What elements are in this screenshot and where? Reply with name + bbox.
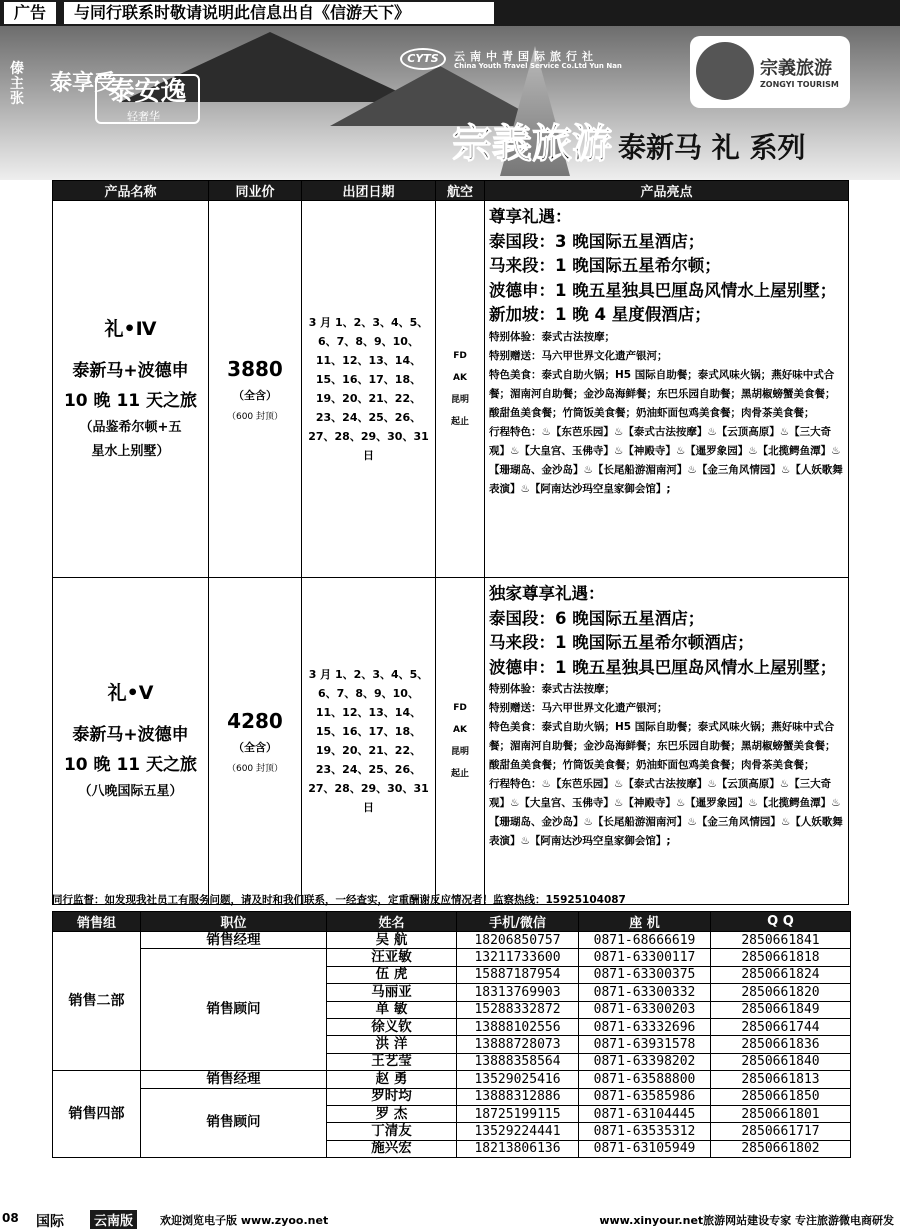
airline-line: FD <box>453 351 467 361</box>
agency-logo: CYTS <box>400 48 446 70</box>
product-note: （品鉴希尔顿+五 <box>79 420 182 435</box>
highlight-small: 行程特色：♨【东芭乐园】♨【泰式古法按摩】♨【云顶高原】♨【三大奇观】♨【大皇宫、玉佛寺】♨【神殿寺】♨【暹罗象园】♨【北揽鳄鱼潭】♨【珊瑚岛、金沙岛】♨【长尾船游湄南河】♨【金三角风情园】♨【人妖歌舞表演】♨【阿南达沙玛空皇家御会馆】; <box>489 778 843 847</box>
position-consultant: 销售顾问 <box>141 1088 327 1158</box>
highlight-big: 波德申：1 晚五星独具巴厘岛风情水上屋别墅； <box>489 280 837 300</box>
product-route: 泰新马+波德申 <box>72 725 189 745</box>
agency-name-cn: 云南中青国际旅行社 <box>454 50 598 63</box>
staff-mobile: 13529224441 <box>457 1123 579 1140</box>
product-table-header <box>53 181 849 201</box>
staff-mobile: 15887187954 <box>457 966 579 983</box>
product-route: 泰新马+波德申 <box>72 361 189 381</box>
product-note-2: 星水上别墅） <box>91 444 170 459</box>
staff-name: 伍 虎 <box>327 966 457 983</box>
staff-mobile: 13888358564 <box>457 1053 579 1070</box>
price-cap: （600 封顶） <box>226 411 284 422</box>
airline-cell <box>436 201 485 578</box>
zongyi-logo-en: ZONGYI TOURISM <box>760 80 839 89</box>
staff-qq: 2850661717 <box>711 1123 851 1140</box>
staff-name: 丁清友 <box>327 1123 457 1140</box>
page-footer <box>0 1208 900 1230</box>
header-phone: 座 机 <box>579 912 711 932</box>
staff-mobile: 18313769903 <box>457 984 579 1001</box>
highlight-small: 特别赠送：马六甲世界文化遗产银河； <box>489 349 668 362</box>
staff-phone: 0871-63588800 <box>579 1071 711 1088</box>
section-label: 国际 <box>36 1214 64 1230</box>
staff-name: 吴 航 <box>327 932 457 949</box>
headline <box>452 112 806 169</box>
staff-qq: 2850661813 <box>711 1071 851 1088</box>
staff-mobile: 13888102556 <box>457 1018 579 1035</box>
tai-anyi-logo-sub: 轻奢华 <box>127 110 160 123</box>
table-row <box>53 578 849 905</box>
edition-badge: 云南版 <box>90 1210 137 1229</box>
price-cell <box>209 201 302 578</box>
header-name: 姓名 <box>327 912 457 932</box>
highlight-big: 泰国段：6 晚国际五星酒店； <box>489 608 705 628</box>
airline-line: 昆明 <box>450 747 469 757</box>
staff-mobile: 13888728073 <box>457 1036 579 1053</box>
product-days: 10 晚 11 天之旅 <box>63 755 198 775</box>
staff-qq: 2850661836 <box>711 1036 851 1053</box>
staff-name: 王艺莹 <box>327 1053 457 1070</box>
staff-phone: 0871-63300375 <box>579 966 711 983</box>
product-name-cell <box>53 578 209 905</box>
staff-phone: 0871-63535312 <box>579 1123 711 1140</box>
highlight-big: 独家尊享礼遇： <box>489 584 605 603</box>
headline-main: 宗義旅游 <box>452 121 612 167</box>
staff-qq: 2850661840 <box>711 1053 851 1070</box>
staff-phone: 0871-63585986 <box>579 1088 711 1105</box>
position-manager: 销售经理 <box>141 1071 327 1088</box>
product-name-cell <box>53 201 209 578</box>
table-row <box>53 201 849 578</box>
staff-mobile: 13888312886 <box>457 1088 579 1105</box>
sales-group: 销售二部 <box>53 932 141 1071</box>
staff-name: 单 敏 <box>327 1001 457 1018</box>
position-manager: 销售经理 <box>141 932 327 949</box>
product-table <box>52 180 849 905</box>
dates-cell: 3 月 1、2、3、4、5、6、7、8、9、10、11、12、13、14、15、16、17、18、19、20、21、22、23、24、25、26、27、28、29、30、31 日 <box>302 201 436 578</box>
slogan-big: 泰享受 <box>50 70 117 96</box>
header-sales-group: 销售组 <box>53 912 141 932</box>
website-promo[interactable]: www.xinyour.net旅游网站建设专家 专注旅游微电商研发 <box>599 1214 894 1227</box>
highlight-big: 泰国段：3 晚国际五星酒店； <box>489 231 705 251</box>
highlight-big: 波德申：1 晚五星独具巴厘岛风情水上屋别墅； <box>489 657 837 677</box>
staff-phone: 0871-63332696 <box>579 1018 711 1035</box>
tai-anyi-logo: 泰安逸 <box>95 74 200 124</box>
airline-cell <box>436 578 485 905</box>
staff-name: 汪亚敏 <box>327 949 457 966</box>
staff-name: 赵 勇 <box>327 1071 457 1088</box>
highlight-big: 马来段：1 晚国际五星希尔顿； <box>489 256 721 275</box>
staff-qq: 2850661744 <box>711 1018 851 1035</box>
staff-qq: 2850661802 <box>711 1140 851 1157</box>
staff-mobile: 15288332872 <box>457 1001 579 1018</box>
headline-sub: 泰新马 礼 系列 <box>618 131 806 164</box>
header-airline: 航空 <box>436 181 485 201</box>
highlight-small: 特色美食：泰式自助火锅；H5 国际自助餐；泰式风味火锅；燕好味中式合餐；湄南河自助餐；金沙岛海鲜餐；东巴乐园自助餐；黑胡椒螃蟹美食餐；酸甜鱼美食餐；竹筒饭美食餐；奶油虾面包鸡美食餐；肉骨茶美食餐； <box>489 721 836 771</box>
header-dates: 出团日期 <box>302 181 436 201</box>
dates-cell: 3 月 1、2、3、4、5、6、7、8、9、10、11、12、13、14、15、16、17、18、19、20、21、22、23、24、25、26、27、28、29、30、31 日 <box>302 578 436 905</box>
staff-phone: 0871-63931578 <box>579 1036 711 1053</box>
price-note: （全含） <box>233 740 277 754</box>
airline-line: 起止 <box>450 417 469 427</box>
staff-phone: 0871-63300332 <box>579 984 711 1001</box>
highlight-small: 特别体验：泰式古法按摩； <box>489 330 615 343</box>
airline-line: FD <box>453 703 467 713</box>
header-mobile: 手机/微信 <box>457 912 579 932</box>
staff-table <box>52 911 851 1158</box>
slogan-vertical: 傣主张 <box>10 61 24 107</box>
highlight-big: 马来段：1 晚国际五星希尔顿酒店； <box>489 633 754 652</box>
table-row <box>53 949 851 966</box>
price-note: （全含） <box>233 388 277 402</box>
staff-phone: 0871-63300203 <box>579 1001 711 1018</box>
header-price: 同业价 <box>209 181 302 201</box>
staff-phone: 0871-63105949 <box>579 1140 711 1157</box>
staff-name: 徐义钦 <box>327 1018 457 1035</box>
staff-phone: 0871-63104445 <box>579 1105 711 1122</box>
sales-group: 销售四部 <box>53 1071 141 1158</box>
header-qq: Q Q <box>711 912 851 932</box>
page-number: 08 <box>2 1211 19 1225</box>
airline-line: AK <box>453 373 467 383</box>
browse-link[interactable]: 欢迎浏览电子版 www.zyoo.net <box>160 1214 329 1227</box>
footprint-globe-icon <box>696 42 754 100</box>
ad-label: 广告 <box>4 2 56 24</box>
highlight-big: 新加坡：1 晚 4 星度假酒店； <box>489 305 711 324</box>
product-title: 礼•Ⅴ <box>107 682 154 704</box>
table-row <box>53 1071 851 1088</box>
product-note: （八晚国际五星） <box>78 784 183 799</box>
staff-qq: 2850661824 <box>711 966 851 983</box>
staff-qq: 2850661820 <box>711 984 851 1001</box>
highlight-small: 特别体验：泰式古法按摩； <box>489 683 615 695</box>
airline-line: AK <box>453 725 467 735</box>
staff-phone: 0871-68666619 <box>579 932 711 949</box>
highlight-small: 特色美食：泰式自助火锅；H5 国际自助餐；泰式风味火锅；燕好味中式合餐；湄南河自助餐；金沙岛海鲜餐；东巴乐园自助餐；黑胡椒螃蟹美食餐；酸甜鱼美食餐；竹筒饭美食餐；奶油虾面包鸡美食餐；肉骨茶美食餐； <box>489 368 836 419</box>
staff-mobile: 13529025416 <box>457 1071 579 1088</box>
staff-mobile: 13211733600 <box>457 949 579 966</box>
staff-phone: 0871-63398202 <box>579 1053 711 1070</box>
zongyi-logo-cn: 宗義旅游 <box>760 58 832 79</box>
staff-qq: 2850661849 <box>711 1001 851 1018</box>
staff-name: 施兴宏 <box>327 1140 457 1157</box>
airline-line: 起止 <box>450 769 469 779</box>
price-cap: （600 封顶） <box>226 763 284 774</box>
staff-qq: 2850661841 <box>711 932 851 949</box>
staff-name: 罗时均 <box>327 1088 457 1105</box>
highlights-cell <box>485 578 849 905</box>
product-days: 10 晚 11 天之旅 <box>63 391 198 411</box>
staff-phone: 0871-63300117 <box>579 949 711 966</box>
staff-qq: 2850661801 <box>711 1105 851 1122</box>
staff-qq: 2850661850 <box>711 1088 851 1105</box>
product-title: 礼•Ⅳ <box>104 318 157 340</box>
staff-table-header <box>53 912 851 932</box>
staff-mobile: 18213806136 <box>457 1140 579 1157</box>
price-cell <box>209 578 302 905</box>
top-bar <box>0 0 900 26</box>
staff-qq: 2850661818 <box>711 949 851 966</box>
source-notice: 与同行联系时敬请说明此信息出自《信游天下》 <box>64 2 494 24</box>
header-highlights: 产品亮点 <box>485 181 849 201</box>
staff-name: 罗 杰 <box>327 1105 457 1122</box>
price-value: 3880 <box>227 356 283 381</box>
header-product-name: 产品名称 <box>53 181 209 201</box>
agency-name-en: China Youth Travel Service Co.Ltd Yun Nan <box>454 62 622 70</box>
highlight-small: 特别赠送：马六甲世界文化遗产银河； <box>489 702 668 714</box>
zongyi-logo <box>690 36 850 108</box>
staff-mobile: 18206850757 <box>457 932 579 949</box>
highlight-big: 尊享礼遇： <box>489 207 572 226</box>
price-value: 4280 <box>227 708 283 733</box>
table-row <box>53 1088 851 1105</box>
highlight-small: 行程特色：♨【东芭乐园】♨【泰式古法按摩】♨【云顶高原】♨【三大奇观】♨【大皇宫、玉佛寺】♨【神殿寺】♨【暹罗象园】♨【北揽鳄鱼潭】♨【珊瑚岛、金沙岛】♨【长尾船游湄南河】♨【金三角风情园】♨【人妖歌舞表演】♨【阿南达沙玛空皇家御会馆】; <box>489 425 843 495</box>
airline-line: 昆明 <box>450 395 469 405</box>
header-position: 职位 <box>141 912 327 932</box>
staff-name: 马丽亚 <box>327 984 457 1001</box>
supervise-hotline: 同行监督：如发现我社员工有服务问题，请及时和我们联系，一经查实，定重酬谢反应情况者！监察热线：15925104087 <box>52 894 626 906</box>
table-row <box>53 932 851 949</box>
position-consultant: 销售顾问 <box>141 949 327 1071</box>
staff-mobile: 18725199115 <box>457 1105 579 1122</box>
banner <box>0 26 900 180</box>
staff-name: 洪 洋 <box>327 1036 457 1053</box>
highlights-cell <box>485 201 849 578</box>
